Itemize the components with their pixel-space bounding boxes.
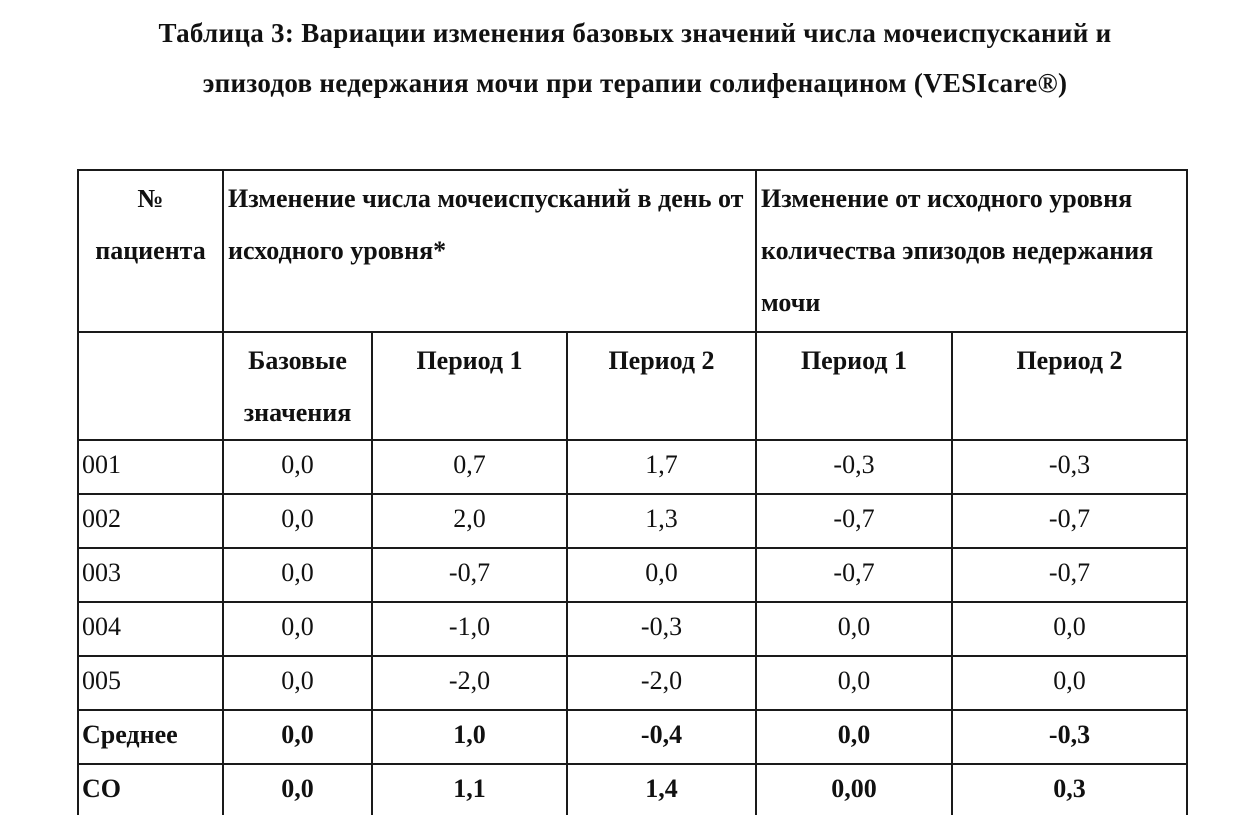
cell-urination-period-2: -2,0 bbox=[567, 656, 756, 710]
cell-baseline: 0,0 bbox=[223, 494, 372, 548]
data-table bbox=[77, 169, 1188, 815]
cell-urination-period-2: 1,3 bbox=[567, 494, 756, 548]
cell-urination-period-2: 0,0 bbox=[567, 548, 756, 602]
cell-patient-id: 005 bbox=[78, 656, 223, 710]
cell-incontinence-period-2: 0,0 bbox=[952, 656, 1187, 710]
summary-row-sd bbox=[78, 764, 1187, 815]
cell-patient-id: 004 bbox=[78, 602, 223, 656]
subheader-incontinence-period-1: Период 1 bbox=[756, 332, 952, 440]
cell-urination-period-1: 0,7 bbox=[372, 440, 567, 494]
cell-baseline: 0,0 bbox=[223, 440, 372, 494]
cell-incontinence-period-1: 0,00 bbox=[756, 764, 952, 815]
cell-baseline: 0,0 bbox=[223, 710, 372, 764]
cell-urination-period-2: -0,4 bbox=[567, 710, 756, 764]
header-patient-number: № пациента bbox=[78, 170, 223, 332]
table-row bbox=[78, 440, 1187, 494]
summary-row-mean bbox=[78, 710, 1187, 764]
table-caption bbox=[60, 8, 1210, 108]
header-incontinence-change: Изменение от исходного уровня количества эпизодов недержания мочи bbox=[756, 170, 1187, 332]
cell-incontinence-period-2: -0,3 bbox=[952, 710, 1187, 764]
table-row bbox=[78, 548, 1187, 602]
cell-patient-id: 001 bbox=[78, 440, 223, 494]
cell-incontinence-period-1: 0,0 bbox=[756, 656, 952, 710]
cell-incontinence-period-1: -0,7 bbox=[756, 548, 952, 602]
cell-patient-id: 003 bbox=[78, 548, 223, 602]
caption-line-2: эпизодов недержания мочи при терапии солифенацином (VESIcare®) bbox=[202, 68, 1068, 98]
subheader-incontinence-period-2: Период 2 bbox=[952, 332, 1187, 440]
cell-baseline: 0,0 bbox=[223, 764, 372, 815]
table-row bbox=[78, 494, 1187, 548]
table-row bbox=[78, 656, 1187, 710]
cell-urination-period-1: 1,1 bbox=[372, 764, 567, 815]
subheader-urination-period-1: Период 1 bbox=[372, 332, 567, 440]
subheader-empty bbox=[78, 332, 223, 440]
subheader-baseline: Базовые значения bbox=[223, 332, 372, 440]
cell-urination-period-1: -2,0 bbox=[372, 656, 567, 710]
cell-incontinence-period-1: -0,3 bbox=[756, 440, 952, 494]
cell-urination-period-2: 1,4 bbox=[567, 764, 756, 815]
cell-incontinence-period-1: 0,0 bbox=[756, 710, 952, 764]
cell-urination-period-1: -0,7 bbox=[372, 548, 567, 602]
cell-urination-period-1: 1,0 bbox=[372, 710, 567, 764]
cell-incontinence-period-2: 0,3 bbox=[952, 764, 1187, 815]
table-subheader-row bbox=[78, 332, 1187, 440]
cell-summary-label: Среднее bbox=[78, 710, 223, 764]
cell-urination-period-1: -1,0 bbox=[372, 602, 567, 656]
subheader-urination-period-2: Период 2 bbox=[567, 332, 756, 440]
cell-baseline: 0,0 bbox=[223, 656, 372, 710]
caption-line-1: Таблица 3: Вариации изменения базовых значений числа мочеиспусканий и bbox=[158, 18, 1112, 48]
cell-incontinence-period-2: -0,7 bbox=[952, 494, 1187, 548]
cell-incontinence-period-2: 0,0 bbox=[952, 602, 1187, 656]
header-urination-change: Изменение числа мочеиспусканий в день от исходного уровня* bbox=[223, 170, 756, 332]
cell-urination-period-2: -0,3 bbox=[567, 602, 756, 656]
cell-incontinence-period-2: -0,7 bbox=[952, 548, 1187, 602]
cell-incontinence-period-1: -0,7 bbox=[756, 494, 952, 548]
cell-baseline: 0,0 bbox=[223, 602, 372, 656]
cell-incontinence-period-1: 0,0 bbox=[756, 602, 952, 656]
cell-urination-period-1: 2,0 bbox=[372, 494, 567, 548]
cell-summary-label: СО bbox=[78, 764, 223, 815]
table-row bbox=[78, 602, 1187, 656]
cell-incontinence-period-2: -0,3 bbox=[952, 440, 1187, 494]
cell-baseline: 0,0 bbox=[223, 548, 372, 602]
cell-patient-id: 002 bbox=[78, 494, 223, 548]
table-header-row bbox=[78, 170, 1187, 332]
cell-urination-period-2: 1,7 bbox=[567, 440, 756, 494]
